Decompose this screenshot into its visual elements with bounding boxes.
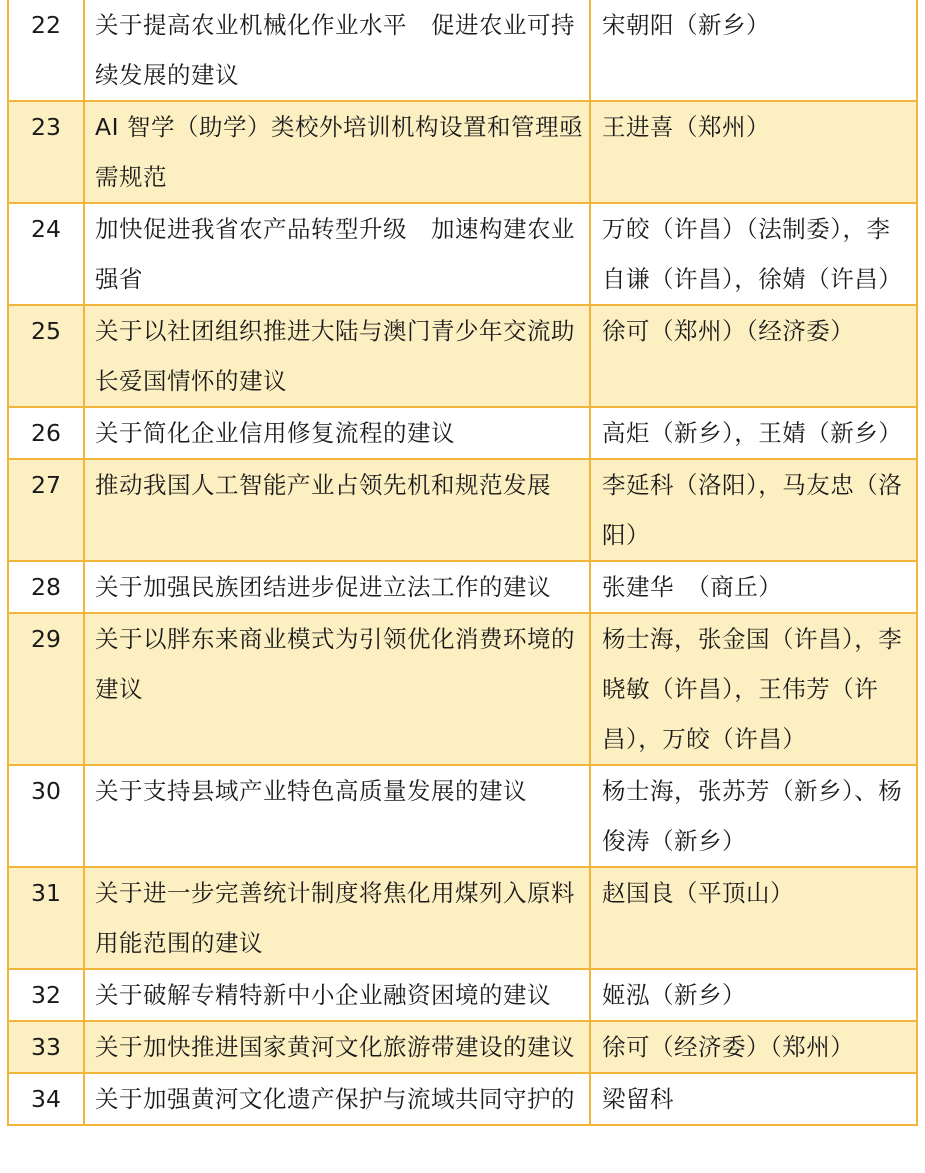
table-row — [8, 459, 917, 561]
proposal-title-cell — [84, 765, 590, 867]
row-number: 24 — [31, 215, 61, 243]
row-number: 23 — [31, 113, 61, 141]
proposer-cell — [590, 765, 917, 867]
row-number-cell — [8, 459, 84, 561]
row-number: 26 — [31, 419, 61, 447]
proposal-title-cell — [84, 407, 590, 459]
proposal-title-cell — [84, 305, 590, 407]
table-row — [8, 867, 917, 969]
proposal-title-cell — [84, 1073, 590, 1125]
proposal-title-cell — [84, 1021, 590, 1073]
proposal-title-cell — [84, 0, 590, 101]
table-row — [8, 101, 917, 203]
proposal-title: 关于以社团组织推进大陆与澳门青少年交流助长爱国情怀的建议 — [95, 317, 575, 395]
row-number: 31 — [31, 879, 61, 907]
row-number-cell — [8, 0, 84, 101]
proposal-title: 推动我国人工智能产业占领先机和规范发展 — [95, 471, 551, 499]
row-number: 33 — [31, 1033, 61, 1061]
table-row — [8, 1021, 917, 1073]
proposal-title-cell — [84, 867, 590, 969]
proposer-cell — [590, 0, 917, 101]
proposer-names: 李延科（洛阳），马友忠（洛阳） — [602, 471, 903, 549]
proposer-cell — [590, 305, 917, 407]
proposer-names: 杨士海，张苏芳（新乡）、杨俊涛（新乡） — [602, 777, 903, 855]
proposer-cell — [590, 1073, 917, 1125]
table-row — [8, 203, 917, 305]
table-row — [8, 0, 917, 101]
table-row — [8, 305, 917, 407]
proposer-cell — [590, 407, 917, 459]
proposal-title: 关于加强黄河文化遗产保护与流域共同守护的 — [95, 1085, 575, 1113]
proposal-title-cell — [84, 561, 590, 613]
proposer-names: 万皎（许昌）（法制委），李自谦（许昌），徐婧（许昌） — [602, 215, 903, 293]
proposer-names: 徐可（经济委）（郑州） — [602, 1033, 855, 1061]
proposer-names: 高炬（新乡），王婧（新乡） — [602, 419, 903, 447]
proposal-table-body — [8, 0, 917, 1125]
proposer-cell — [590, 101, 917, 203]
proposer-cell — [590, 969, 917, 1021]
table-row — [8, 561, 917, 613]
table-row — [8, 1073, 917, 1125]
table-row — [8, 407, 917, 459]
table-row — [8, 765, 917, 867]
table-row — [8, 969, 917, 1021]
row-number-cell — [8, 203, 84, 305]
proposer-names: 张建华 （商丘） — [602, 573, 783, 601]
proposal-title: 关于简化企业信用修复流程的建议 — [95, 419, 455, 447]
proposal-title: 关于以胖东来商业模式为引领优化消费环境的建议 — [95, 625, 575, 703]
proposer-cell — [590, 459, 917, 561]
row-number: 22 — [31, 11, 61, 39]
proposer-names: 王进喜（郑州） — [602, 113, 770, 141]
row-number-cell — [8, 407, 84, 459]
proposer-cell — [590, 203, 917, 305]
proposer-names: 梁留科 — [602, 1085, 674, 1113]
row-number-cell — [8, 305, 84, 407]
row-number-cell — [8, 613, 84, 765]
table-row — [8, 613, 917, 765]
row-number-cell — [8, 561, 84, 613]
proposal-title-cell — [84, 969, 590, 1021]
row-number-cell — [8, 969, 84, 1021]
proposer-cell — [590, 867, 917, 969]
row-number: 27 — [31, 471, 61, 499]
proposer-cell — [590, 613, 917, 765]
proposal-title: 加快促进我省农产品转型升级 加速构建农业强省 — [95, 215, 575, 293]
row-number: 34 — [31, 1085, 61, 1113]
proposer-names: 宋朝阳（新乡） — [602, 11, 770, 39]
proposal-title-cell — [84, 613, 590, 765]
row-number: 32 — [31, 981, 61, 1009]
proposal-title-cell — [84, 101, 590, 203]
row-number: 29 — [31, 625, 61, 653]
proposal-title: 关于提高农业机械化作业水平 促进农业可持续发展的建议 — [95, 11, 575, 89]
row-number-cell — [8, 1073, 84, 1125]
row-number-cell — [8, 101, 84, 203]
proposal-title: AI 智学（助学）类校外培训机构设置和管理亟需规范 — [95, 113, 583, 191]
row-number-cell — [8, 1021, 84, 1073]
proposal-title: 关于破解专精特新中小企业融资困境的建议 — [95, 981, 551, 1009]
proposer-names: 赵国良（平顶山） — [602, 879, 794, 907]
proposal-table — [7, 0, 918, 1126]
proposer-names: 杨士海，张金国（许昌），李晓敏（许昌），王伟芳（许昌），万皎（许昌） — [602, 625, 903, 753]
row-number: 25 — [31, 317, 61, 345]
proposal-title: 关于支持县域产业特色高质量发展的建议 — [95, 777, 527, 805]
proposer-cell — [590, 561, 917, 613]
proposal-title: 关于加快推进国家黄河文化旅游带建设的建议 — [95, 1033, 575, 1061]
proposer-names: 姬泓（新乡） — [602, 981, 746, 1009]
proposal-title: 关于进一步完善统计制度将焦化用煤列入原料用能范围的建议 — [95, 879, 575, 957]
row-number-cell — [8, 765, 84, 867]
proposal-title: 关于加强民族团结进步促进立法工作的建议 — [95, 573, 551, 601]
proposal-title-cell — [84, 203, 590, 305]
proposer-cell — [590, 1021, 917, 1073]
proposer-names: 徐可（郑州）（经济委） — [602, 317, 855, 345]
row-number: 30 — [31, 777, 61, 805]
proposal-title-cell — [84, 459, 590, 561]
row-number-cell — [8, 867, 84, 969]
row-number: 28 — [31, 573, 61, 601]
proposal-table-container — [7, 0, 918, 1126]
